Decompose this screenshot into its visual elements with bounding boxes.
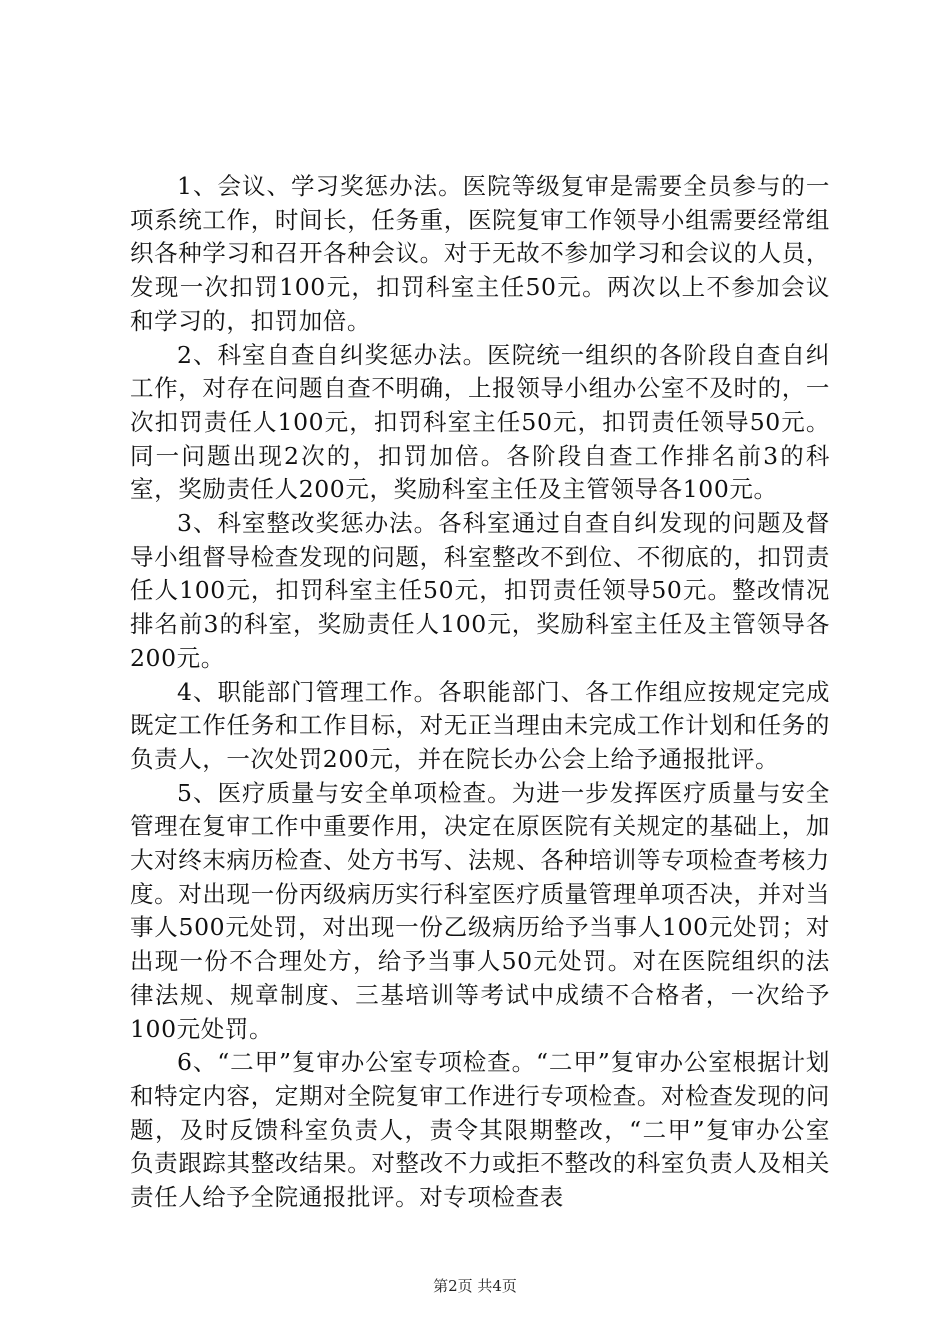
paragraph-1: 1、会议、学习奖惩办法。医院等级复审是需要全员参与的一项系统工作，时间长，任务重，医院复审工作领导小组需要经常组织各种学习和召开各种会议。对于无故不参加学习和会议的人员，发现一次扣罚100元，扣罚科室主任50元。两次以上不参加会议和学习的，扣罚加倍。 — [130, 172, 830, 335]
paragraph-3: 3、科室整改奖惩办法。各科室通过自查自纠发现的问题及督导小组督导检查发现的问题，科室整改不到位、不彻底的，扣罚责任人100元，扣罚科室主任50元，扣罚责任领导50元。整改情况排名前3的科室，奖励责任人100元，奖励科室主任及主管领导各200元。 — [130, 509, 830, 672]
paragraph-4: 4、职能部门管理工作。各职能部门、各工作组应按规定完成既定工作任务和工作目标，对无正当理由未完成工作计划和任务的负责人，一次处罚200元，并在院长办公会上给予通报批评。 — [130, 677, 830, 773]
document-body — [130, 170, 830, 1215]
page-footer — [0, 1275, 950, 1296]
paragraph-6: 6、“二甲”复审办公室专项检查。“二甲”复审办公室根据计划和特定内容，定期对全院复审工作进行专项检查。对检查发现的问题，及时反馈科室负责人，责令其限期整改，“二甲”复审办公室负责跟踪其整改结果。对整改不力或拒不整改的科室负责人及相关责任人给予全院通报批评。对专项检查表 — [130, 1048, 830, 1212]
paragraph-5: 5、医疗质量与安全单项检查。为进一步发挥医疗质量与安全管理在复审工作中重要作用，决定在原医院有关规定的基础上，加大对终末病历检查、处方书写、法规、各种培训等专项检查考核力度。对出现一份丙级病历实行科室医疗质量管理单项否决，并对当事人500元处罚，对出现一份乙级病历给予当事人100元处罚；对出现一份不合理处方，给予当事人50元处罚。对在医院组织的法律法规、规章制度、三基培训等考试中成绩不合格者，一次给予100元处罚。 — [130, 778, 830, 1043]
paragraph-2: 2、科室自查自纠奖惩办法。医院统一组织的各阶段自查自纠工作，对存在问题自查不明确，上报领导小组办公室不及时的，一次扣罚责任人100元，扣罚科室主任50元，扣罚责任领导50元。同一问题出现2次的，扣罚加倍。各阶段自查工作排名前3的科室，奖励责任人200元，奖励科室主任及主管领导各100元。 — [130, 340, 830, 504]
page-number-label: 第2页 共4页 — [433, 1277, 517, 1295]
